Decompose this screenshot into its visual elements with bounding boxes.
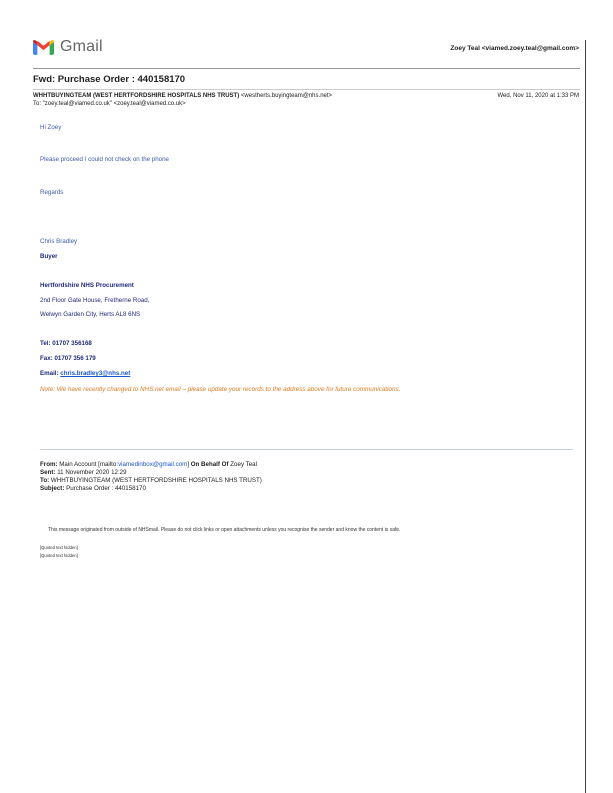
to-label: To:	[40, 477, 50, 484]
sender-line	[33, 93, 332, 99]
email-link[interactable]: chris.bradley3@nhs.net	[60, 370, 131, 377]
sent-value: 11 November 2020 12:29	[55, 469, 127, 476]
recipient-line: To: "zoey.teal@viamed.co.uk" <zoey.teal@viamed.co.uk>	[33, 101, 186, 107]
quoted-text-toggle[interactable]: [Quoted text hidden]	[40, 545, 78, 550]
forward-to	[40, 477, 262, 484]
from-email-link[interactable]: viamedinbox@gmail.com	[118, 461, 188, 468]
fax-number: Fax: 01707 356 179	[40, 355, 96, 362]
regards-text: Regards	[40, 189, 64, 196]
forward-from	[40, 461, 257, 468]
subject-value: Purchase Order : 440158170	[64, 485, 146, 492]
email-date: Wed, Nov 11, 2020 at 1:33 PM	[497, 93, 579, 99]
sent-label: Sent:	[40, 469, 56, 476]
address-line-2: Welwyn Garden City, Herts AL8 6NS	[40, 311, 141, 318]
signature-title: Buyer	[40, 253, 58, 260]
email-label: Email:	[40, 370, 61, 377]
from-value-end: ]	[187, 461, 191, 468]
forward-sent	[40, 469, 127, 476]
behalf-value: Zoey Teal	[228, 461, 257, 468]
account-email: Zoey Teal <viamed.zoey.teal@gmail.com>	[450, 45, 579, 52]
quoted-text-toggle[interactable]: [Quoted text hidden]	[40, 553, 78, 558]
subject-label: Subject:	[40, 485, 65, 492]
sender-email: <westherts.buyingteam@nhs.net>	[240, 93, 333, 99]
gmail-logo	[33, 38, 103, 56]
tel-number: Tel: 01707 356168	[40, 340, 92, 347]
app-name: Gmail	[60, 38, 103, 55]
email-subject: Fwd: Purchase Order : 440158170	[33, 74, 186, 85]
note-text: Note: We have recently changed to NHS.net email – please update your records to the address above for future communications.	[40, 386, 401, 393]
to-value: WHHTBUYINGTEAM (WEST HERTFORDSHIRE HOSPITALS NHS TRUST)	[49, 477, 262, 484]
behalf-label: On Behalf Of	[190, 461, 229, 468]
page-edge-line	[585, 40, 586, 793]
signature-name: Chris Bradley	[40, 238, 78, 245]
email-contact	[40, 370, 130, 377]
from-value: Main Account [mailto:	[57, 461, 119, 468]
divider	[33, 89, 580, 90]
divider	[33, 68, 580, 69]
external-warning: This message originated from outside of NHSmail. Please do not click links or open attachments unless you recognise the sender and know the content is safe.	[48, 527, 401, 533]
address-line-1: 2nd Floor Gate House, Fretherne Road,	[40, 297, 150, 304]
sender-name: WHHTBUYINGTEAM (WEST HERTFORDSHIRE HOSPITALS NHS TRUST)	[33, 93, 240, 99]
gmail-m-icon	[33, 39, 54, 55]
greeting: Hi Zoey	[40, 124, 62, 131]
divider	[40, 449, 573, 450]
message-text: Please proceed I could not check on the phone	[40, 156, 169, 163]
forward-subject	[40, 485, 146, 492]
from-label: From:	[40, 461, 58, 468]
signature-org: Hertfordshire NHS Procurement	[40, 282, 134, 289]
